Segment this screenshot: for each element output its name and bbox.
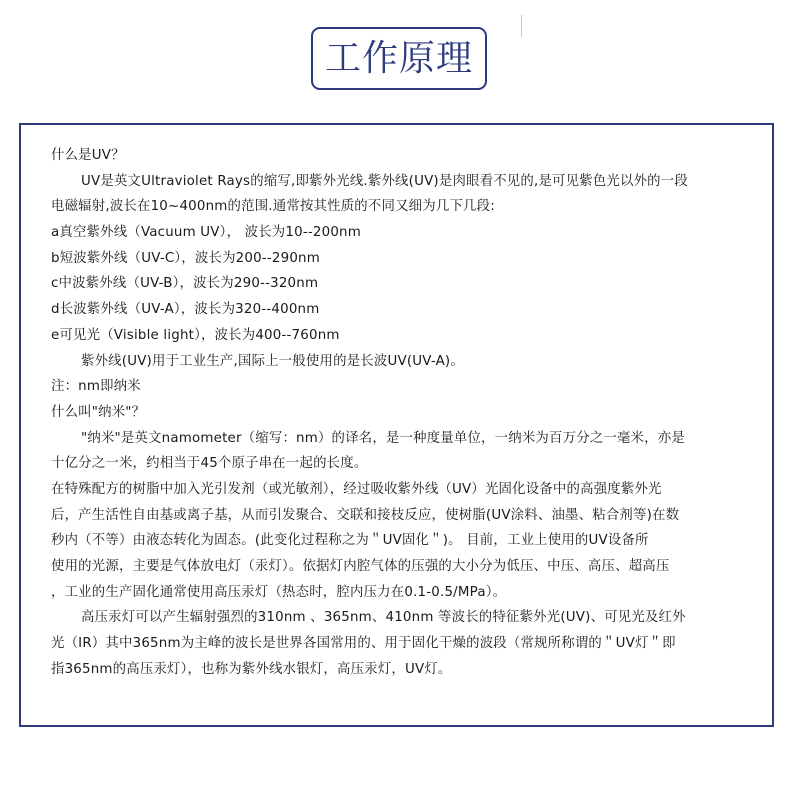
paragraph-line: 十亿分之一米，约相当于45个原子串在一起的长度。 xyxy=(51,456,368,472)
paragraph-line: 紫外线(UV)用于工业生产,国际上一般使用的是长波UV(UV-A)。 xyxy=(81,353,464,369)
paragraph-line: e可见光（Visible light），波长为400--760nm xyxy=(51,327,340,343)
paragraph-line: 使用的光源，主要是气体放电灯（汞灯）。依据灯内腔气体的压强的大小分为低压、中压、高压、超高压 xyxy=(51,559,670,574)
paragraph-line: ，工业的生产固化通常使用高压汞灯（热态时，腔内压力在0.1-0.5/MPa）。 xyxy=(51,584,507,600)
paragraph-line: 光（IR）其中365nm为主峰的波长是世界各国常用的、用于固化干燥的波段（常规所称谓的＂UV灯＂即 xyxy=(51,636,676,652)
paragraph-line: UV是英文Ultraviolet Rays的缩写,即紫外光线.紫外线(UV)是肉眼看不见的,是可见紫色光以外的一段 xyxy=(81,173,688,189)
decorative-divider xyxy=(521,15,522,37)
paragraph-line: 在特殊配方的树脂中加入光引发剂（或光敏剂），经过吸收紫外线（UV）光固化设备中的高强度紫外光 xyxy=(51,481,662,497)
paragraph-line: 高压汞灯可以产生辐射强烈的310nm 、365nm、410nm 等波长的特征紫外光(UV)、可见光及红外 xyxy=(81,610,686,626)
page-title: 工作原理 xyxy=(324,37,473,79)
paragraph-line: 秒内（不等）由液态转化为固态。(此变化过程称之为＂UV固化＂)。 目前，工业上使用的UV设备所 xyxy=(51,533,649,549)
content-panel xyxy=(19,123,774,727)
paragraph-line: 电磁辐射,波长在10~400nm的范围.通常按其性质的不同又细为几下几段: xyxy=(51,199,495,215)
paragraph-line: "纳米"是英文namometer（缩写：nm）的译名，是一种度量单位，一纳米为百万分之一毫米，亦是 xyxy=(81,430,685,446)
paragraph-line: 指365nm的高压汞灯），也称为紫外线水银灯，高压汞灯，UV灯。 xyxy=(51,661,452,677)
paragraph-line: a真空紫外线（Vacuum UV）， 波长为10--200nm xyxy=(51,225,361,241)
title-box xyxy=(311,27,487,90)
paragraph-line: 后，产生活性自由基或离子基，从而引发聚合、交联和接枝反应，使树脂(UV涂料、油墨、粘合剂等)在数 xyxy=(51,507,680,523)
paragraph-line: d长波紫外线（UV-A），波长为320--400nm xyxy=(51,302,320,318)
paragraph-line: b短波紫外线（UV-C），波长为200--290nm xyxy=(51,250,320,266)
paragraph-line: 什么叫"纳米"？ xyxy=(51,404,146,420)
paragraph-line: 什么是UV？ xyxy=(51,148,125,163)
paragraph-line: c中波紫外线（UV-B），波长为290--320nm xyxy=(51,276,319,292)
content-body xyxy=(51,143,751,682)
paragraph-line: 注：nm即纳米 xyxy=(51,379,141,395)
